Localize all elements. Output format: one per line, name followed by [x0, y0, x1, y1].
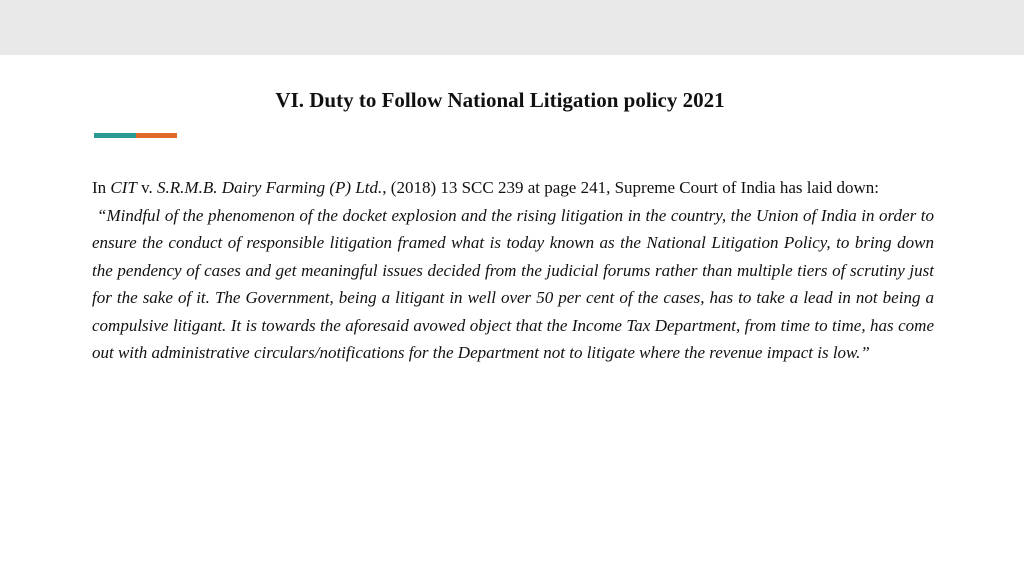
top-band	[0, 0, 1024, 55]
intro-prefix: In	[92, 178, 111, 197]
accent-divider	[94, 133, 177, 138]
quoted-passage: “Mindful of the phenomenon of the docket explosion and the rising litigation in the country, the Union of India in order to ensure the conduct of responsible litigation framed what is today known as the National Litigation Policy, to bring down the pendency of cases and get meaningful issues decided from the judicial forums rather than multiple tiers of scrutiny just for the sake of it. The Government, being a litigant in well over 50 per cent of the cases, has to take a lead in not being a compulsive litigant. It is towards the aforesaid avowed object that the Income Tax Department, from time to time, has come out with administrative circulars/notifications for the Department not to litigate where the revenue impact is low.”	[92, 205, 934, 362]
citation-text: , (2018) 13 SCC 239 at page 241, Supreme Court of India has laid down:	[382, 178, 879, 197]
slide-title: VI. Duty to Follow National Litigation policy 2021	[275, 88, 725, 112]
case-party-2: S.R.M.B. Dairy Farming (P) Ltd.	[157, 178, 383, 197]
case-citation-paragraph	[92, 174, 934, 202]
case-party-1: CIT	[110, 178, 137, 197]
accent-divider-teal	[94, 133, 136, 138]
versus-text: v.	[136, 178, 158, 197]
slide-body	[92, 174, 934, 367]
accent-divider-orange	[136, 133, 177, 138]
